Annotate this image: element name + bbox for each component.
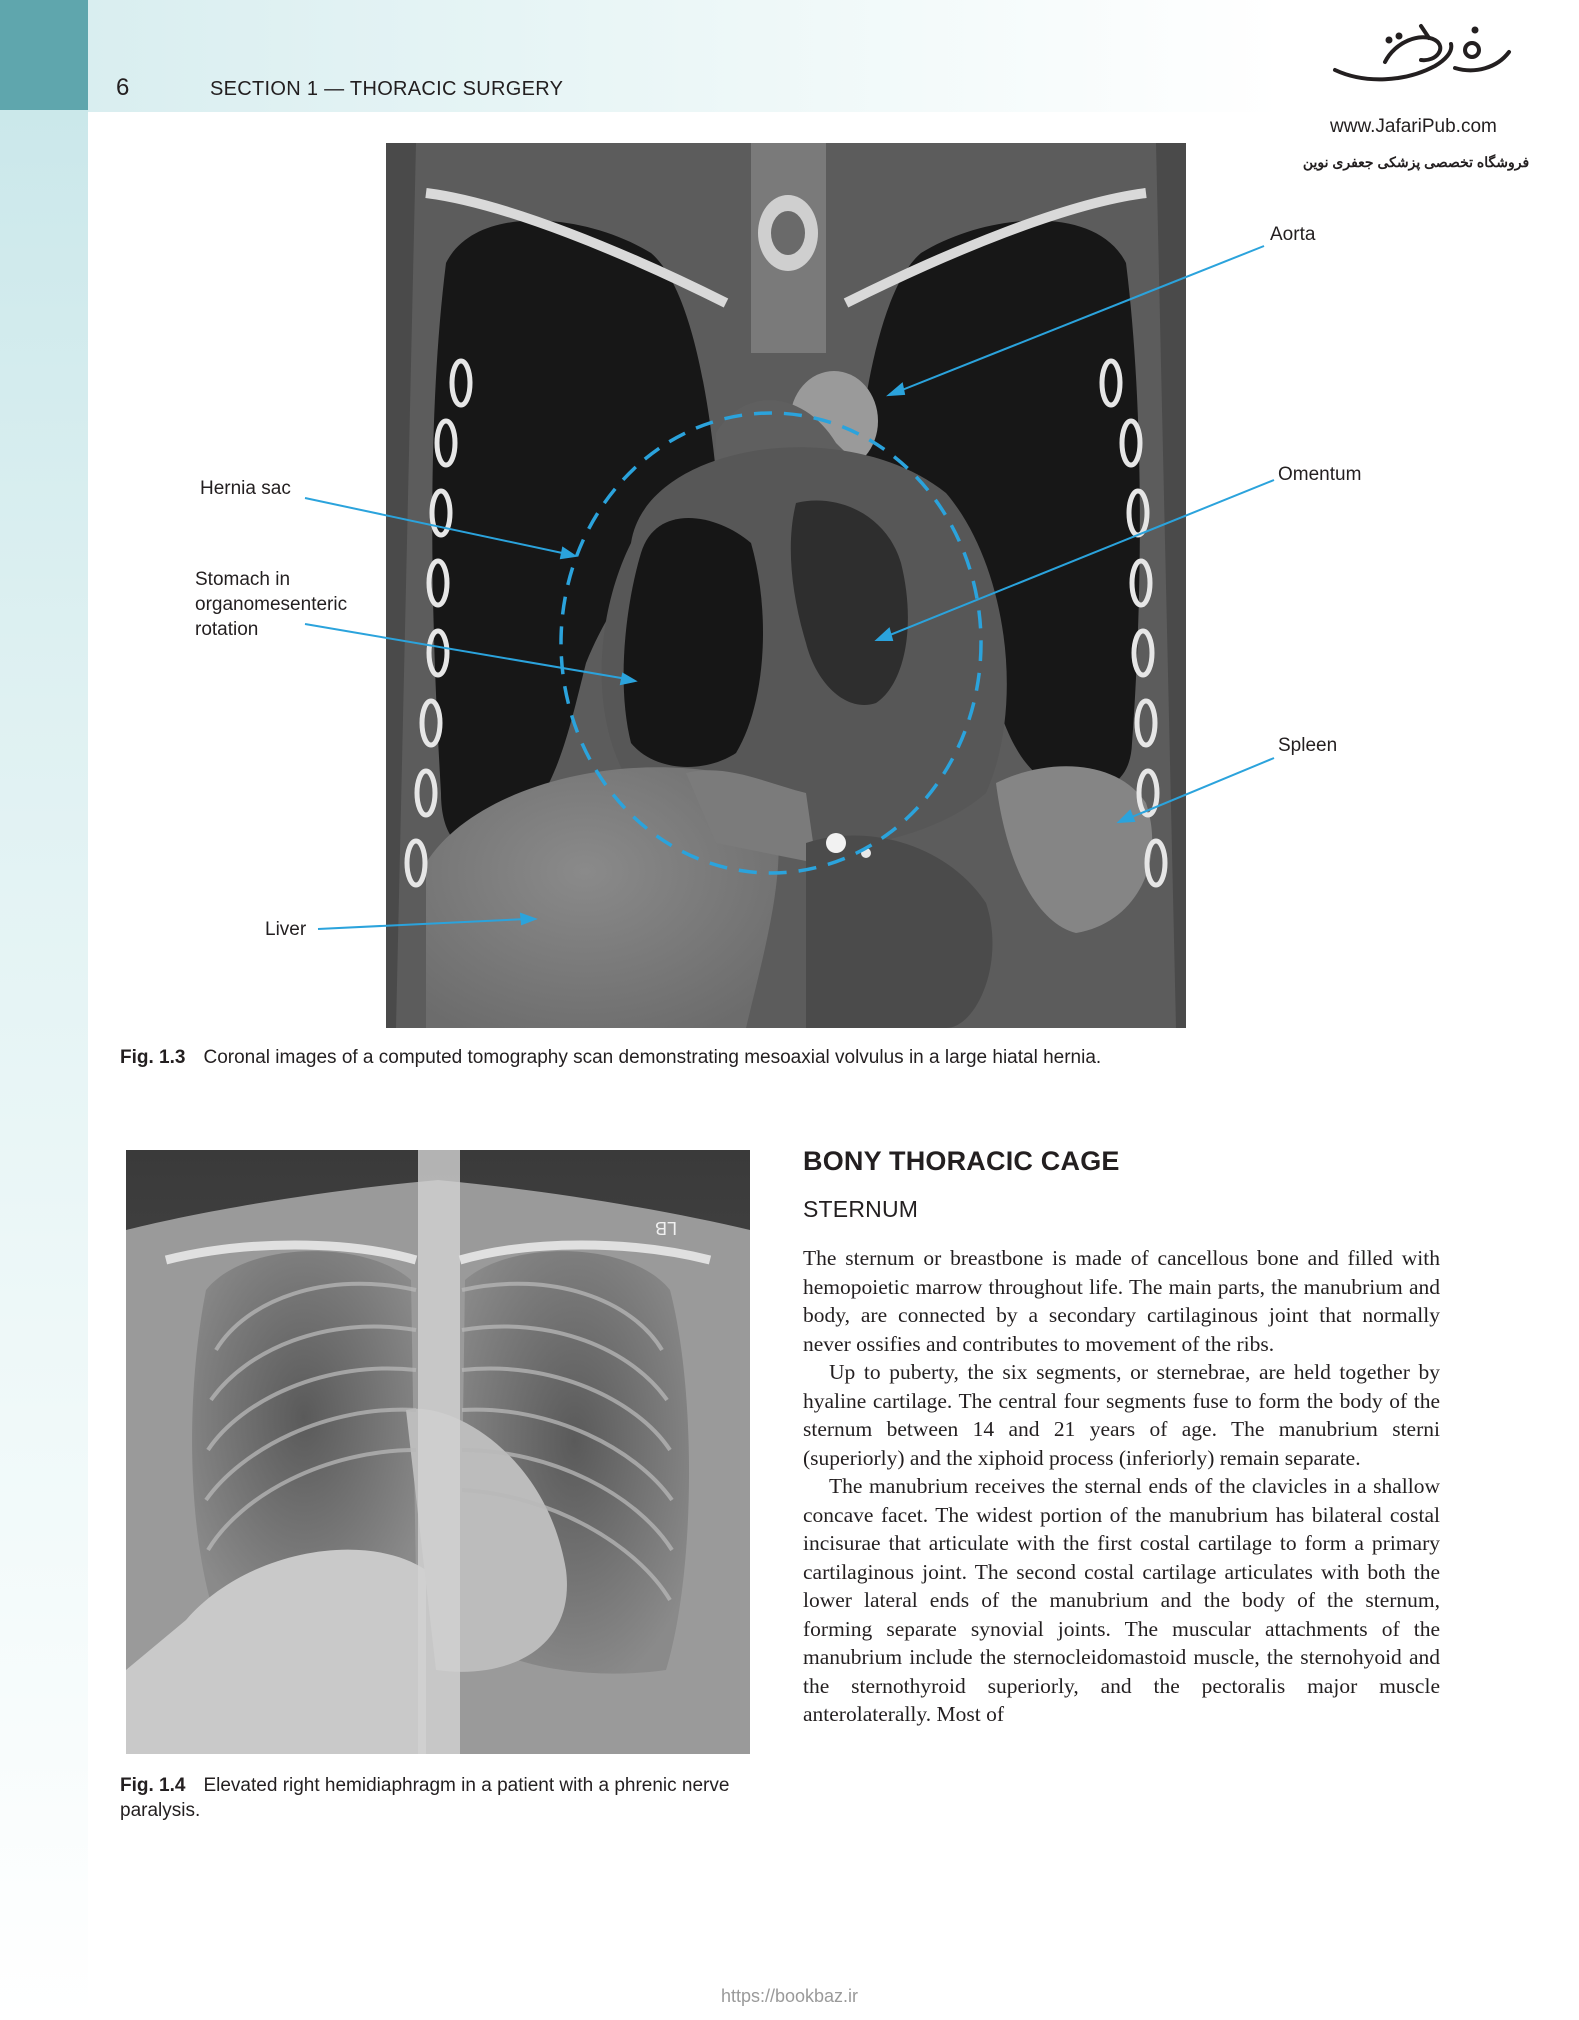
figure-1-3-number: Fig. 1.3 xyxy=(120,1047,186,1068)
label-spleen: Spleen xyxy=(1278,735,1338,756)
section-title: SECTION 1 — THORACIC SURGERY xyxy=(210,78,564,100)
ct-scan-image xyxy=(386,143,1186,1028)
label-omentum: Omentum xyxy=(1278,464,1362,485)
figure-1-3-caption xyxy=(120,1045,1460,1070)
label-stomach xyxy=(195,567,347,642)
figure-1-4-text: Elevated right hemidiaphragm in a patient with a phrenic nerve paralysis. xyxy=(120,1775,730,1821)
page-margin-tint xyxy=(0,0,88,2020)
page-number: 6 xyxy=(116,74,130,101)
publisher-tagline: فروشگاه تخصصی پزشکی جعفری نوین xyxy=(1302,154,1530,170)
label-aorta: Aorta xyxy=(1270,224,1316,245)
publisher-logo xyxy=(1325,22,1515,92)
label-stomach-line3: rotation xyxy=(195,619,259,640)
article-body xyxy=(803,1244,1440,1729)
label-liver: Liver xyxy=(265,919,307,940)
section-heading: BONY THORACIC CAGE xyxy=(803,1146,1120,1176)
label-hernia-sac: Hernia sac xyxy=(200,478,291,499)
figure-1-3-text: Coronal images of a computed tomography scan demonstrating mesoaxial volvulus in a large hiatal hernia. xyxy=(203,1047,1102,1068)
section-subheading: STERNUM xyxy=(803,1196,919,1222)
section-color-tab xyxy=(0,0,88,110)
footer-url: https://bookbaz.ir xyxy=(720,1986,859,2006)
figure-1-4-caption xyxy=(120,1773,760,1823)
paragraph-2: Up to puberty, the six segments, or sternebrae, are held together by hyaline cartilage. The central four segments fuse to form the body of the sternum between 14 and 21 years of age. The manubrium sterni (superiorly) and the xiphoid process (inferiorly) remain separate. xyxy=(803,1360,1440,1470)
chest-xray-image xyxy=(126,1150,750,1754)
publisher-url: www.JafariPub.com xyxy=(1330,116,1497,137)
figure-1-4-number: Fig. 1.4 xyxy=(120,1775,186,1796)
paragraph-1: The sternum or breastbone is made of cancellous bone and filled with hemopoietic marrow throughout life. The main parts, the manubrium and body, are connected by a secondary cartilaginous joint that normally never ossifies and contributes to movement of the ribs. xyxy=(803,1246,1440,1356)
xray-marker xyxy=(655,1218,677,1238)
label-stomach-line1: Stomach in xyxy=(195,569,291,590)
label-stomach-line2: organomesenteric xyxy=(195,594,348,615)
xray-marker-text: LB xyxy=(654,1218,678,1238)
paragraph-3: The manubrium receives the sternal ends of the clavicles in a shallow concave facet. The widest portion of the manubrium has bilateral costal incisurae that articulate with the first costal cartilage to form a primary cartilaginous joint. The second costal cartilage articulates with both the lower lateral ends of the manubrium and the body of the sternum, forming separate synovial joints. The muscular attachments of the manubrium include the sternocleidomastoid muscle, the sternohyoid and the sternothyroid superiorly, and the pectoralis major muscle anterolaterally. Most of xyxy=(803,1474,1440,1726)
